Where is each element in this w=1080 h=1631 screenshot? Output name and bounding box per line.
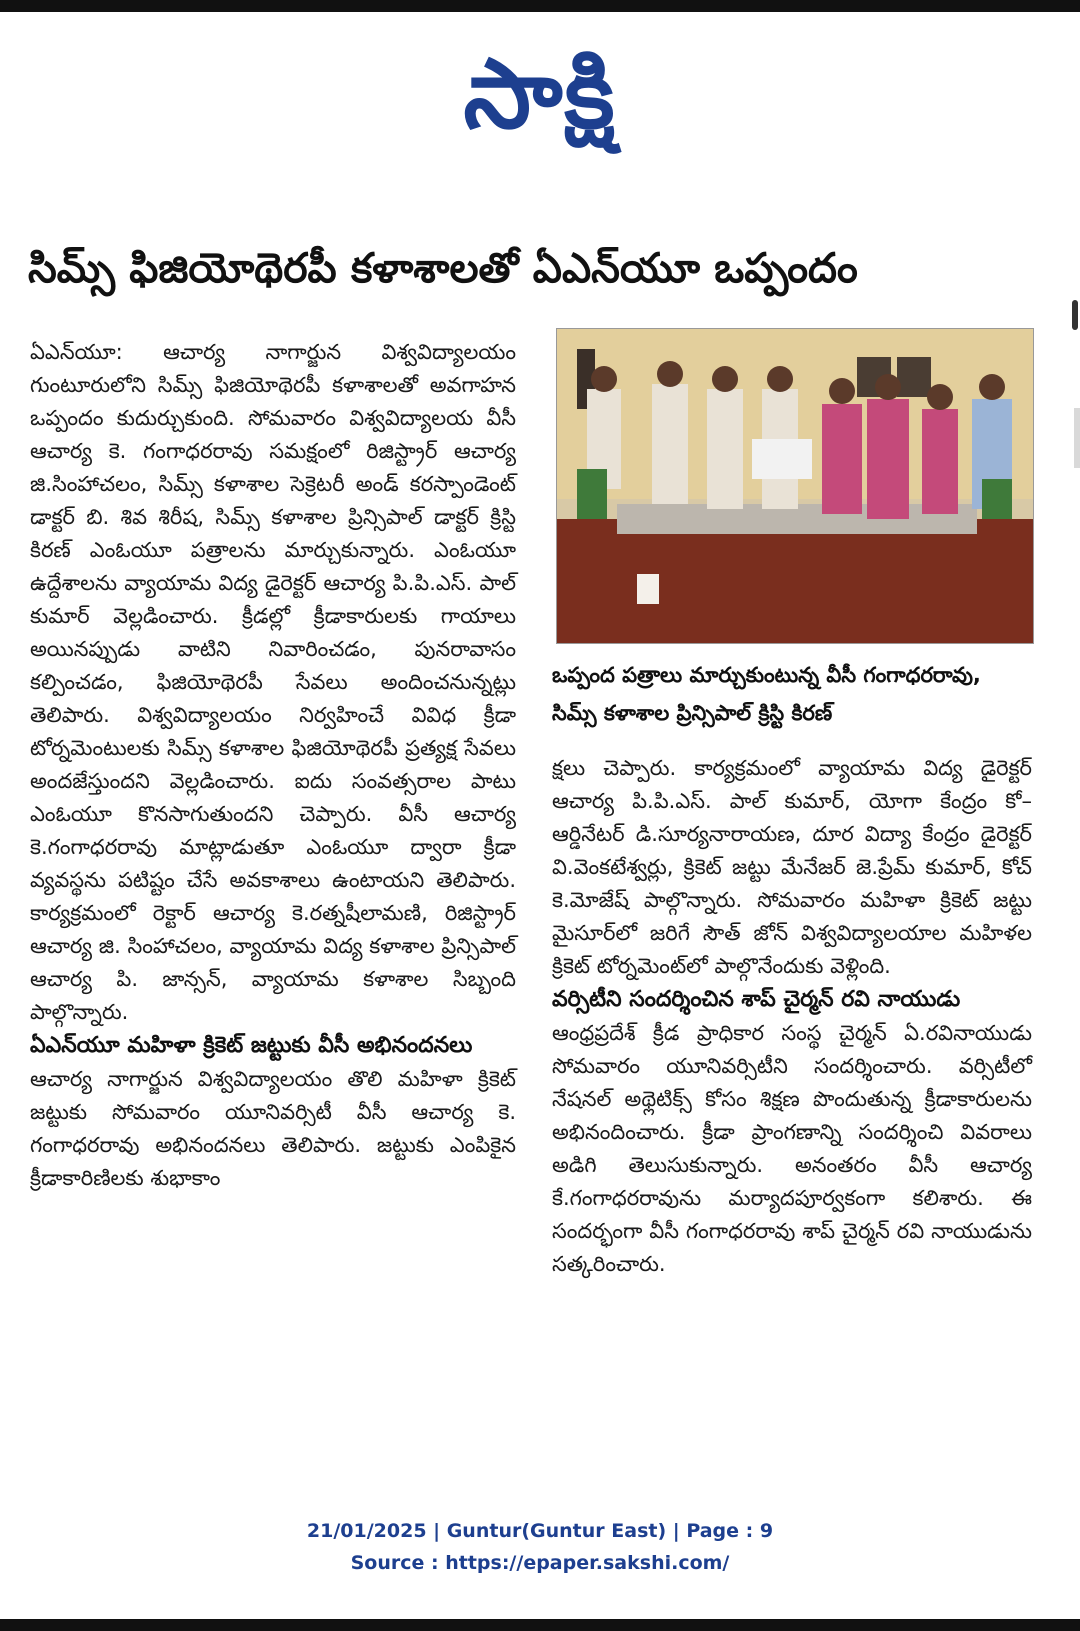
footer-source: Source : https://epaper.sakshi.com/ <box>350 1552 730 1574</box>
caption-line: ఒప్పంద పత్రాలు మార్చుకుంటున్న వీసీ గంగాధరరావు, <box>552 663 981 687</box>
article-paragraph: ఆంధ్రప్రదేశ్ క్రీడ ప్రాధికార సంస్థ చైర్మన్ ఏ.రవినాయుడు సోమవారం యూనివర్సిటీని సందర్శించారు. వర్సిటీలో నేషనల్ అథ్లెటిక్స్ కోసం శిక్షణ పొందుతున్న క్రీడాకారులను అభినందించారు. క్రీడా ప్రాంగణాన్ని సందర్శించి వివరాలు అడిగి తెలుసుకున్నారు. అనంతరం వీసీ ఆచార్య కే.గంగాధరరావును మర్యాదపూర్వకంగా కలిశారు. ఈ సందర్భంగా వీసీ గంగాధరరావు శాప్ చైర్మన్ రవి నాయుడును సత్కరించారు. <box>552 1021 1032 1276</box>
footer-dateline: 21/01/2025 | Guntur(Guntur East) | Page : 9 <box>306 1520 774 1542</box>
bottom-border <box>0 1619 1080 1631</box>
article-subhead: వర్సిటీని సందర్శించిన శాప్ చైర్మన్ రవి నాయుడు <box>552 987 961 1012</box>
page-footer <box>0 1515 1080 1579</box>
photo-caption <box>552 656 1042 732</box>
right-column <box>552 752 1032 1281</box>
caption-line: సిమ్స్ కళాశాల ప్రిన్సిపాల్ క్రిస్టి కిరణ్ <box>552 701 833 725</box>
page-edge-mark <box>1072 300 1078 330</box>
article-paragraph: ఆచార్య నాగార్జున విశ్వవిద్యాలయం తొలి మహిళా క్రికెట్ జట్టుకు సోమవారం యూనివర్సిటీ వీసీ ఆచార్య కె. గంగాధరరావు అభినందనలు తెలిపారు. జట్టుకు ఎంపికైన క్రీడాకారిణిలకు శుభాకాం <box>30 1067 516 1190</box>
article-headline: సిమ్స్ ఫిజియోథెరపీ కళాశాలతో ఏఎన్‌యూ ఒప్పందం <box>28 244 858 292</box>
masthead-logo: సాక్షి <box>463 38 617 150</box>
article-subhead: ఏఎన్‌యూ మహిళా క్రికెట్ జట్టుకు వీసీ అభినందనలు <box>30 1033 473 1058</box>
left-column <box>30 336 516 1195</box>
page-edge-mark <box>1074 408 1080 468</box>
article-paragraph: ఏఎన్‌యూ: ఆచార్య నాగార్జున విశ్వవిద్యాలయం గుంటూరులోని సిమ్స్ ఫిజియోథెరపీ కళాశాలతో అవగాహన ఒప్పందం కుదుర్చుకుంది. సోమవారం విశ్వవిద్యాలయ వీసీ ఆచార్య కె. గంగాధరరావు సమక్షంలో రిజిస్ట్రార్ ఆచార్య జి.సింహాచలం, సిమ్స్ కళాశాల సెక్రెటరీ అండ్ కరస్పాండెంట్ డాక్టర్ బి. శివ శిరీష, సిమ్స్ కళాశాల ప్రిన్సిపాల్ డాక్టర్ క్రిస్టి కిరణ్ ఎంఓయూ పత్రాలను మార్చుకున్నారు. ఎంఓయూ ఉద్దేశాలను వ్యాయామ విద్య డైరెక్టర్ ఆచార్య పి.పి.ఎస్. పాల్ కుమార్ వెల్లడించారు. క్రీడల్లో క్రీడాకారులకు గాయాలు అయినప్పుడు వాటిని నివారించడం, పునరావాసం కల్పించడం, ఫిజియోథెరపీ సేవలు అందించనున్నట్లు తెలిపారు. విశ్వవిద్యాలయం నిర్వహించే వివిధ క్రీడా టోర్నమెంటులకు సిమ్స్ కళాశాల ఫిజియోథెరపీ ప్రత్యక్ష సేవలు అందజేస్తుందని వెల్లడించారు. ఐదు సంవత్సరాల పాటు ఎంఓయూ కొనసాగుతుందని చెప్పారు. వీసీ ఆచార్య కె.గంగాధరరావు మాట్లాడుతూ ఎంఓయూ ద్వారా క్రీడా వ్యవస్థను పటిష్టం చేసే అవకాశాలు ఉంటాయని తెలిపారు. కార్యక్రమంలో రెక్టార్ ఆచార్య కె.రత్నషీలామణి, రిజిస్ట్రార్ ఆచార్య జి. సింహాచలం, వ్యాయామ విద్య కళాశాల ప్రిన్సిపాల్ ఆచార్య పి. జాన్సన్, వ్యాయామ కళాశాల సిబ్బంది పాల్గొన్నారు. <box>30 340 516 1024</box>
article-paragraph: క్షలు చెప్పారు. కార్యక్రమంలో వ్యాయామ విద్య డైరెక్టర్ ఆచార్య పి.పి.ఎస్. పాల్ కుమార్, యోగా కేంద్రం కో–ఆర్డినేటర్ డి.సూర్యనారాయణ, దూర విద్యా కేంద్రం డైరెక్టర్ వి.వెంకటేశ్వర్లు, క్రికెట్ జట్టు మేనేజర్ జె.ప్రేమ్ కుమార్, కోచ్ కె.మోజేష్ పాల్గొన్నారు. సోమవారం మహిళా క్రికెట్ జట్టు మైసూర్‌లో జరిగే సౌత్ జోన్ విశ్వవిద్యాలయాల మహిళల క్రికెట్ టోర్నమెంట్‌లో పాల్గొనేందుకు వెళ్లింది. <box>552 756 1032 978</box>
news-photo <box>556 328 1034 644</box>
top-border <box>0 0 1080 12</box>
